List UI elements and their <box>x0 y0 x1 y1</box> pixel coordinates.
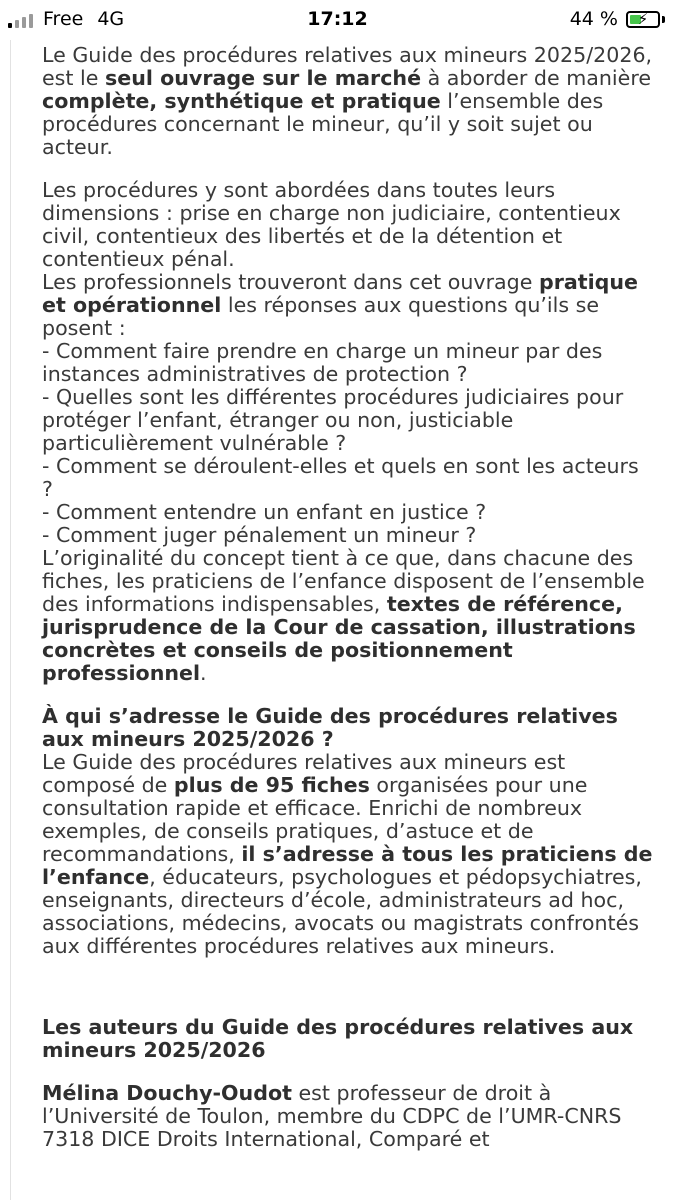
battery-charging-icon: ⚡ <box>626 11 665 28</box>
professionals-paragraph: Les professionnels trouveront dans cet ouvrage pratique et opérationnel les réponses aux questions qu’ils se posent : <box>42 270 639 340</box>
battery-percentage: 44 % <box>569 8 618 30</box>
page-edge-divider <box>10 40 11 1200</box>
audience-heading: À qui s’adresse le Guide des procédures relatives aux mineurs 2025/2026 ? <box>42 704 618 751</box>
authors-heading: Les auteurs du Guide des procédures relatives aux mineurs 2025/2026 <box>42 1015 634 1062</box>
question-item: - Comment juger pénalement un mineur ? <box>42 523 477 547</box>
article-body <box>42 44 654 1151</box>
clock: 17:12 <box>307 8 368 30</box>
carrier-name: Free <box>43 8 84 30</box>
question-item: - Comment se déroulent-elles et quels en sont les acteurs ? <box>42 454 639 501</box>
intro-paragraph: Le Guide des procédures relatives aux mineurs 2025/2026, est le seul ouvrage sur le marché à aborder de manière complète, synthétique et pratique l’ensemble des procédures concernant le mineur, qu’il y soit sujet ou acteur. <box>42 43 653 159</box>
question-item: - Comment entendre un enfant en justice ? <box>42 500 487 524</box>
audience-paragraph: Le Guide des procédures relatives aux mineurs est composé de plus de 95 fiches organisées pour une consultation rapide et efficace. Enrichi de nombreux exemples, de conseils pratiques, d’astuce et de recommandations, il s’adresse à tous les praticiens de l’enfance, éducateurs, psychologues et pédopsychiatres, enseignants, directeurs d’école, administrateurs ad hoc, associations, médecins, avocats ou magistrats confrontés aux différentes procédures relatives aux mineurs. <box>42 750 653 958</box>
status-right <box>570 8 665 30</box>
dimensions-paragraph: Les procédures y sont abordées dans toutes leurs dimensions : prise en charge non judiciaire, contentieux civil, contentieux des libertés et de la détention et contentieux pénal. <box>42 178 621 271</box>
status-bar <box>0 0 675 38</box>
network-type: 4G <box>97 8 125 30</box>
author-paragraph: Mélina Douchy-Oudot est professeur de droit à l’Université de Toulon, membre du CDPC de l’UMR-CNRS 7318 DICE Droits International, Comparé et <box>42 1081 622 1151</box>
question-item: - Quelles sont les différentes procédures judiciaires pour protéger l’enfant, étranger ou non, justiciable particulièrement vulnérable ? <box>42 385 624 455</box>
question-item: - Comment faire prendre en charge un mineur par des instances administratives de protection ? <box>42 339 603 386</box>
originality-paragraph: L’originalité du concept tient à ce que, dans chacune des fiches, les praticiens de l’enfance disposent de l’ensemble des informations indispensables, textes de référence, jurisprudence de la Cour de cassation, illustrations concrètes et conseils de positionnement professionnel. <box>42 546 645 685</box>
